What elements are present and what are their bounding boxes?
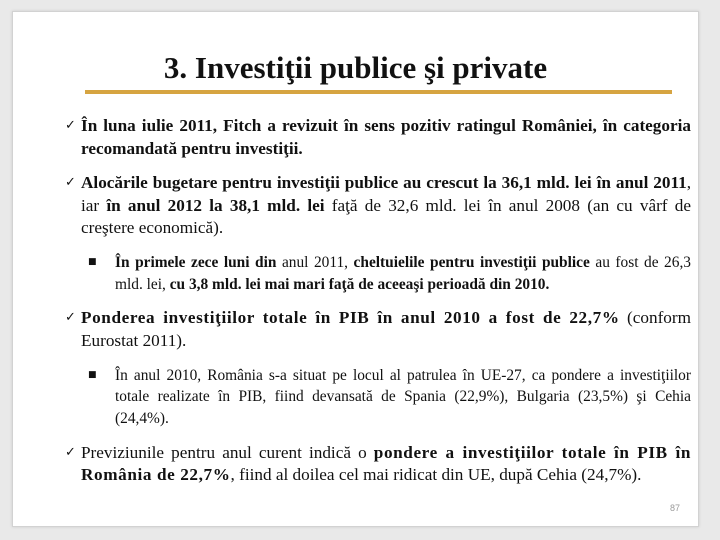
title-underline [85,90,672,94]
slide-title: 3. Investiţii publice şi private [163,50,548,85]
checkmark-icon: ✓ [65,310,76,326]
checkmark-icon: ✓ [65,175,76,191]
bullet-3-text: Ponderea investiţiilor totale în PIB în anul 2010 a fost de 22,7% (conform Eurostat 2011). [81,308,691,350]
checkmark-icon: ✓ [65,444,76,460]
square-bullet-icon: ■ [88,256,97,267]
sub-bullet-3-1 [65,365,691,430]
checkmark-icon: ✓ [65,118,76,133]
bullet-3 [65,307,691,352]
sub-bullet-2-1-text: În primele zece luni din anul 2011, cheltuielile pentru investiţii publice au fost de 26,3 mld. lei, cu 3,8 mld. lei mai mari faţă de aceeaşi perioadă din 2010. [115,253,691,293]
bullet-2-text: Alocările bugetare pentru investiţii publice au crescut la 36,1 mld. lei în anul 2011, iar în anul 2012 la 38,1 mld. lei faţă de 32,6 mld. lei în anul 2008 (an cu vârf de creştere economică). [81,173,691,238]
sub-bullet-3-1-text: În anul 2010, România s-a situat pe locul al patrulea în UE-27, ca pondere a investiţiilor totale realizate în PIB, fiind devansată de Spania (22,9%), Bulgaria (23,5%) şi Cehia (24,4%). [115,366,691,427]
square-bullet-icon: ■ [88,369,97,380]
slide [12,11,699,527]
bullet-4 [65,442,691,487]
slide-content [65,115,691,499]
bullet-1-text: În luna iulie 2011, Fitch a revizuit în sens pozitiv ratingul României, în categoria recomandată pentru investiţii. [81,116,691,158]
bullet-2 [65,172,691,240]
sub-bullet-2-1 [65,252,691,295]
page-number: 87 [669,503,680,513]
bullet-1 [65,115,691,160]
bullet-4-text: Previziunile pentru anul curent indică o pondere a investiţiilor totale în PIB în România de 22,7%, fiind al doilea cel mai ridicat din UE, după Cehia (24,7%). [81,442,691,485]
